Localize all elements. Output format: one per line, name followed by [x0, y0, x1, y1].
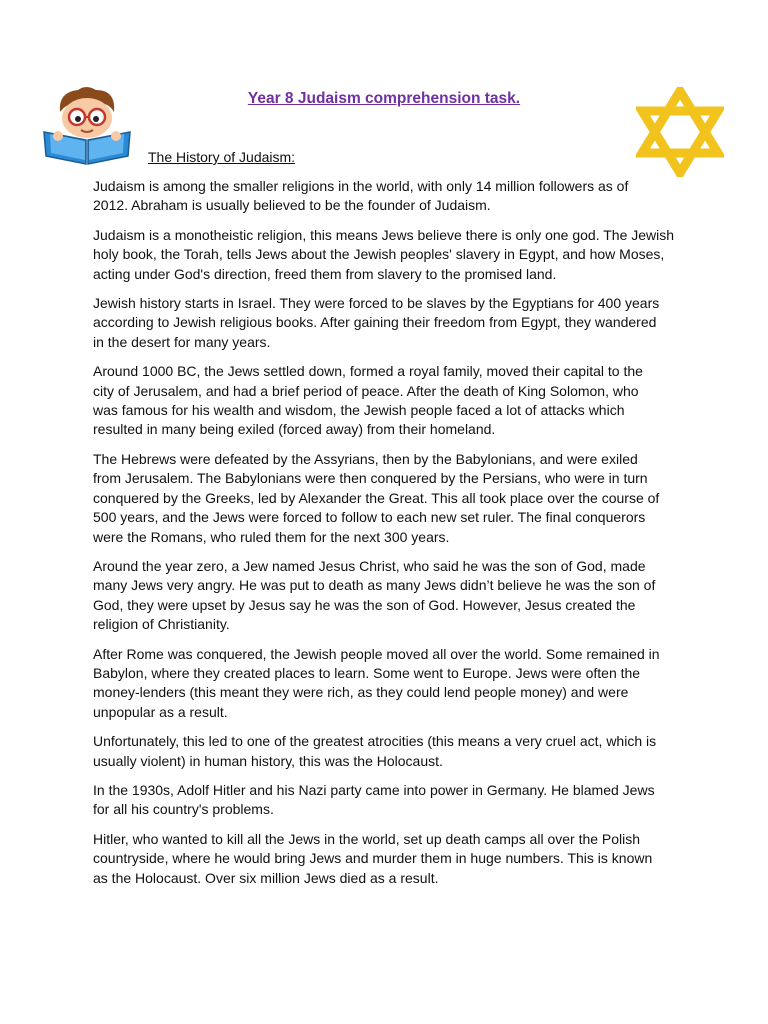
paragraph: Around the year zero, a Jew named Jesus Christ, who said he was the son of God, made many Jews very angry. He was put to death as many Jews didn’t believe he was the son of God, they were upset by Jesus say he was the son of God. However, Jesus created the religion of Christianity.: [93, 557, 656, 633]
paragraph: Around 1000 BC, the Jews settled down, formed a royal family, moved their capital to the city of Jerusalem, and had a brief period of peace. After the death of King Solomon, who was famous for his wealth and wisdom, the Jewish people faced a lot of attacks which resulted in many being exiled (forced away) from their homeland.: [93, 363, 643, 438]
paragraph: Hitler, who wanted to kill all the Jews in the world, set up death camps all over the Polish countryside, where he would bring Jews and murder them in huge numbers. This is known as the Holocaust. Over six million Jews died as a result.: [93, 830, 653, 886]
section-heading: The History of Judaism:: [148, 149, 296, 165]
paragraph: Jewish history starts in Israel. They were forced to be slaves by the Egyptians for 400 years according to Jewish religious books. After gaining their freedom from Egypt, they wandered in the desert for many years.: [93, 295, 660, 350]
paragraph: After Rome was conquered, the Jewish people moved all over the world. Some remained in Babylon, where they created places to learn. Some went to Europe. Jews were often the money-lenders (this meant they were rich, as they could lend people money) and were unpopular as a result.: [93, 645, 660, 720]
paragraph: The Hebrews were defeated by the Assyrians, then by the Babylonians, and were exiled from Jerusalem. The Babylonians were then conquered by the Persians, who were in turn conquered by the Greeks, led by Alexander the Great. This all took place over the course of 500 years, and the Jews were forced to follow to each new set ruler. The final conquerors were the Romans, who ruled them for the next 300 years.: [93, 450, 660, 545]
page-title: Year 8 Judaism comprehension task.: [247, 90, 521, 107]
body-text: [93, 177, 683, 898]
paragraph: Judaism is among the smaller religions in the world, with only 14 million followers as of 2012. Abraham is usually believed to be the founder of Judaism.: [93, 178, 629, 214]
paragraph: Unfortunately, this led to one of the greatest atrocities (this means a very cruel act, which is usually violent) in human history, this was the Holocaust.: [93, 733, 657, 769]
star-of-david-icon: [636, 87, 724, 177]
paragraph: Judaism is a monotheistic religion, this means Jews believe there is only one god. The Jewish holy book, the Torah, tells Jews about the Jewish peoples' slavery in Egypt, and how Moses, acting under God's direction, freed them from slavery to the promised land.: [93, 226, 675, 282]
paragraph: In the 1930s, Adolf Hitler and his Nazi party came into power in Germany. He blamed Jews for all his country's problems.: [93, 781, 655, 818]
